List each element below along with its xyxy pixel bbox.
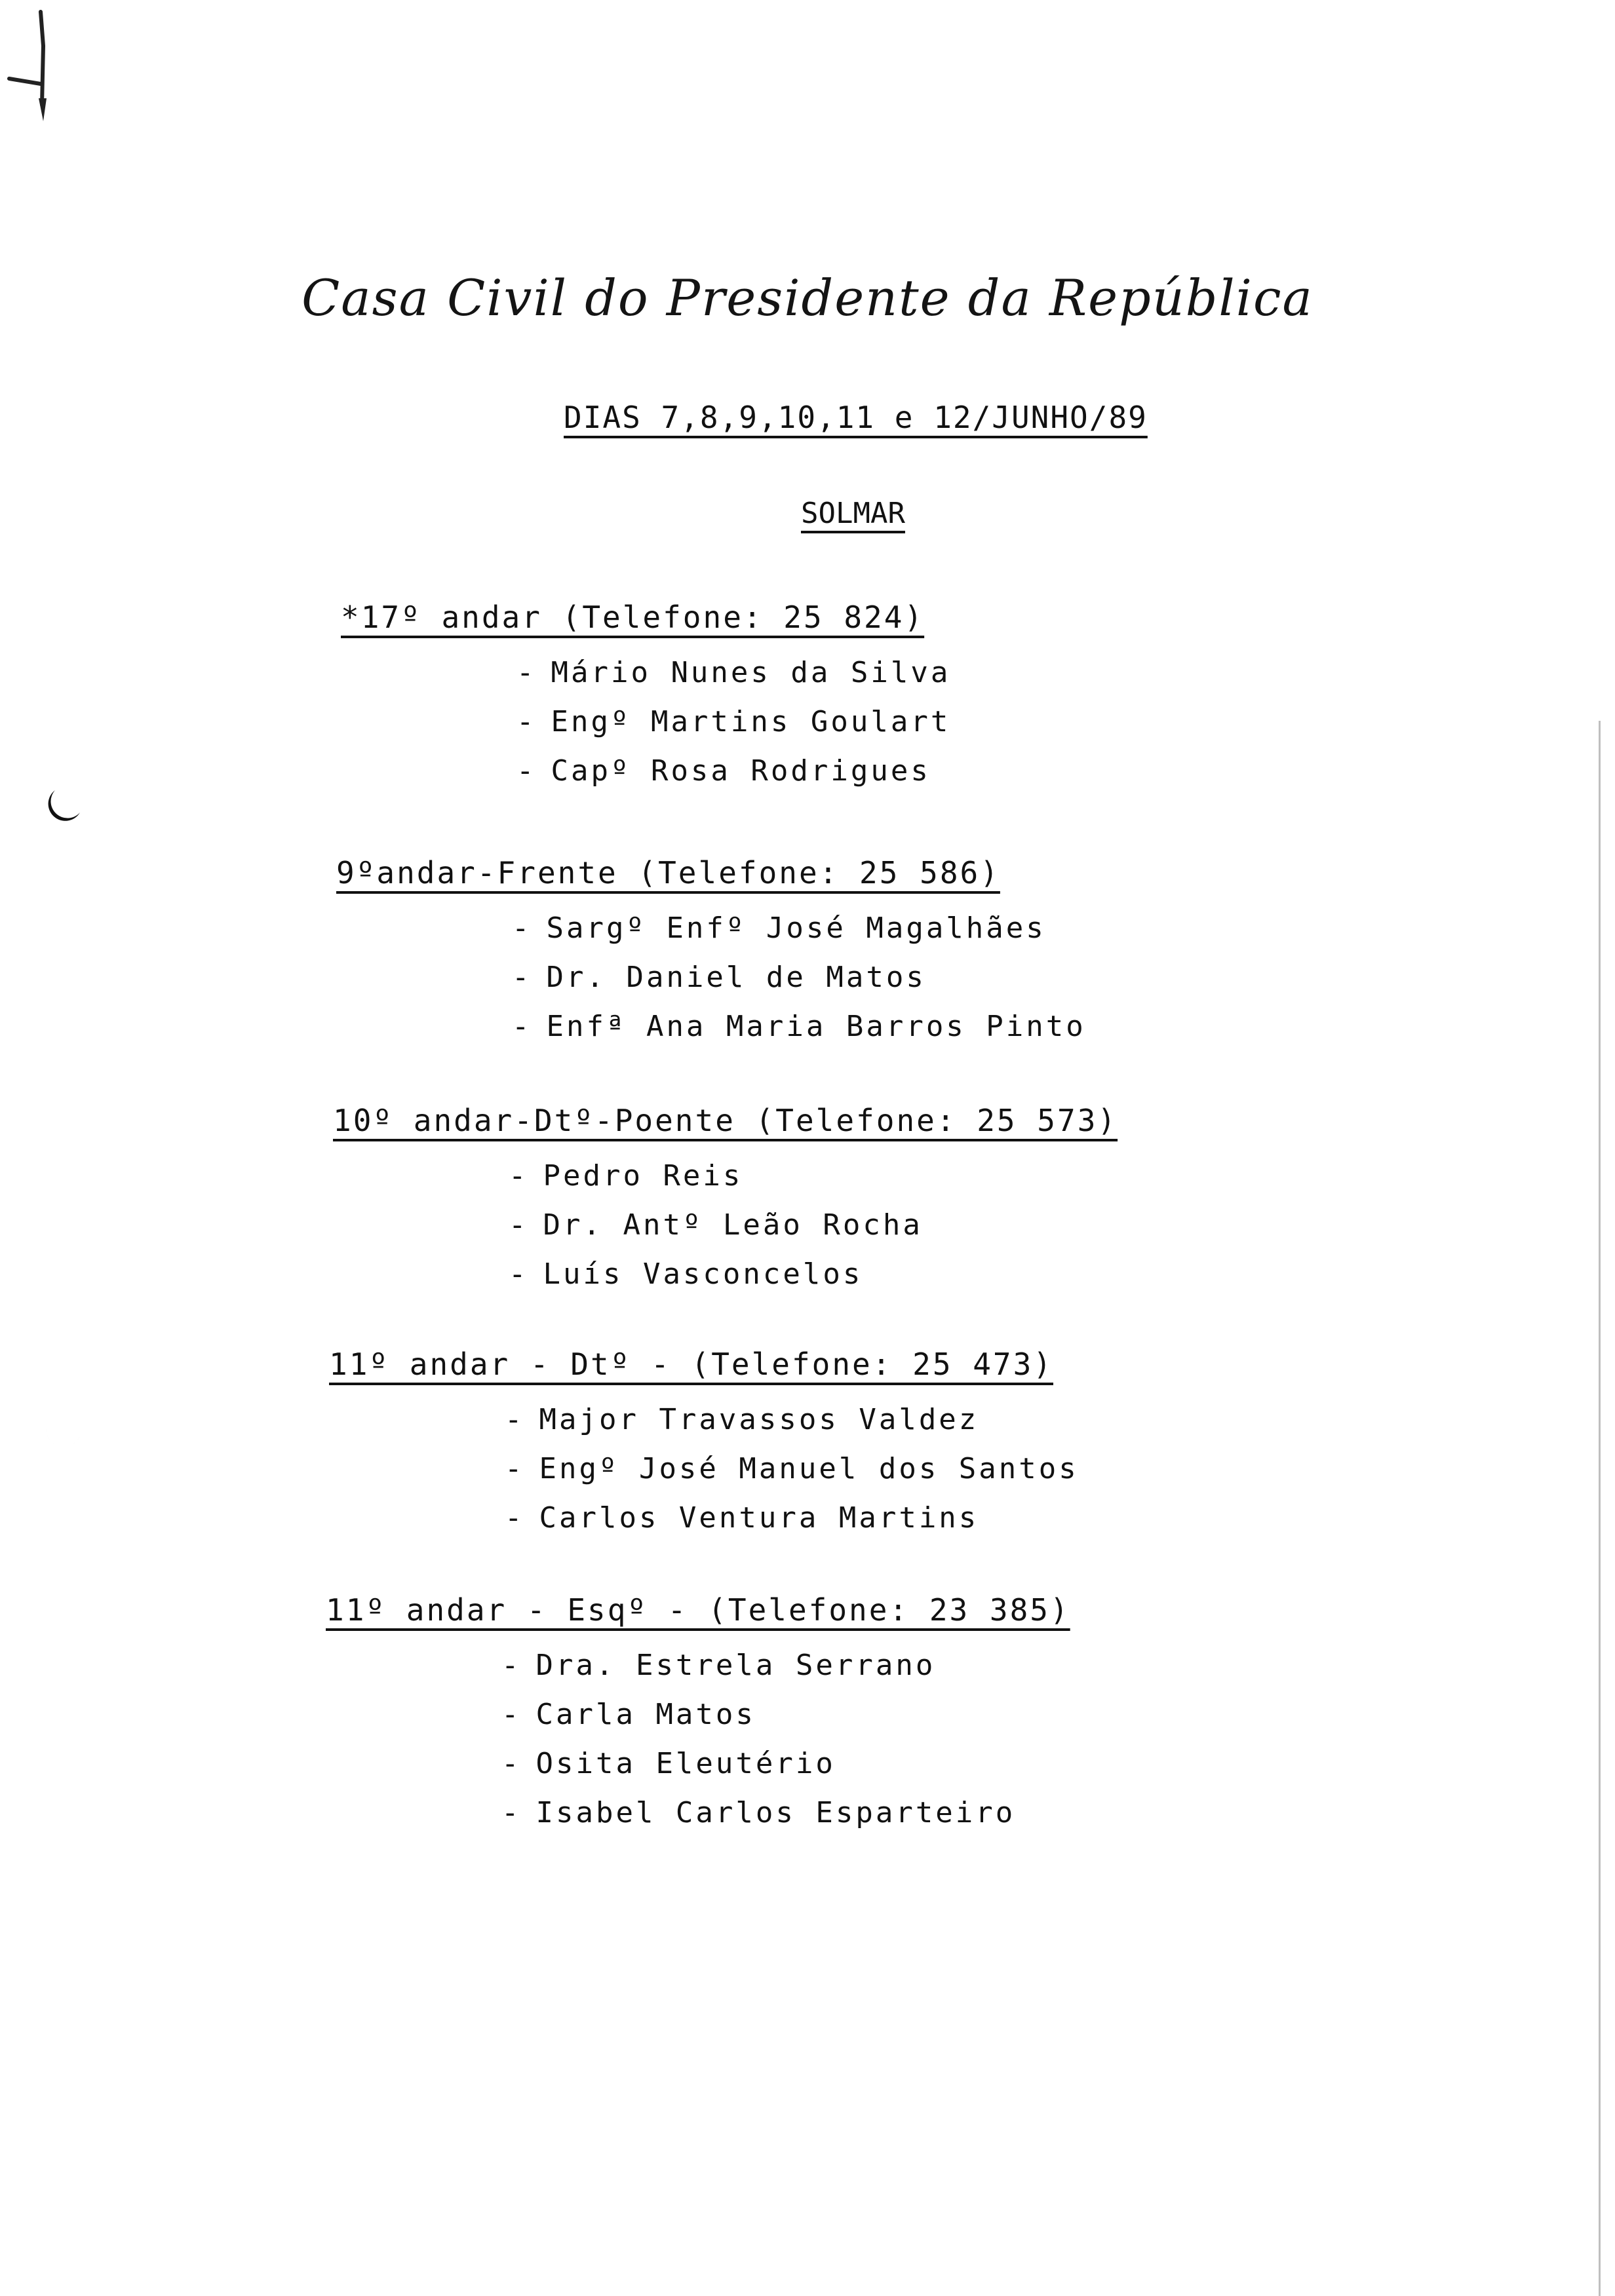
person-name: Osita Eleutério bbox=[535, 1747, 836, 1780]
floor-section bbox=[329, 1347, 1181, 1542]
place-heading: SOLMAR bbox=[801, 497, 905, 530]
page-edge-line bbox=[1599, 721, 1601, 2296]
person-name: Engº José Manuel dos Santos bbox=[539, 1452, 1079, 1485]
person-list-item bbox=[333, 1200, 1185, 1250]
bullet-dash: - bbox=[509, 1257, 529, 1291]
person-name: Major Travassos Valdez bbox=[539, 1403, 979, 1436]
bullet-dash: - bbox=[501, 1649, 522, 1682]
person-list-item bbox=[341, 648, 1193, 697]
person-name: Luís Vasconcelos bbox=[543, 1257, 863, 1291]
person-name: Carlos Ventura Martins bbox=[539, 1501, 979, 1535]
person-list-item bbox=[329, 1444, 1181, 1493]
bullet-dash: - bbox=[505, 1501, 525, 1535]
person-name: Enfª Ana Maria Barros Pinto bbox=[546, 1010, 1086, 1043]
person-name: Dr. Daniel de Matos bbox=[546, 961, 926, 994]
floor-heading: 11º andar - Esqº - (Telefone: 23 385) bbox=[326, 1592, 1070, 1628]
bullet-dash: - bbox=[512, 961, 532, 994]
bullet-dash: - bbox=[505, 1403, 525, 1436]
person-list-item bbox=[336, 904, 1188, 953]
floor-section bbox=[326, 1592, 1178, 1837]
bullet-dash: - bbox=[516, 656, 537, 689]
person-list-item bbox=[333, 1151, 1185, 1200]
person-list-item bbox=[329, 1493, 1181, 1542]
person-list-item bbox=[336, 953, 1188, 1002]
person-list-item bbox=[333, 1250, 1185, 1299]
person-name: Dra. Estrela Serrano bbox=[535, 1649, 936, 1682]
person-list-item bbox=[336, 1002, 1188, 1051]
dates-heading: DIAS 7,8,9,10,11 e 12/JUNHO/89 bbox=[564, 400, 1148, 435]
person-name: Carla Matos bbox=[535, 1698, 756, 1731]
floor-heading: 11º andar - Dtº - (Telefone: 25 473) bbox=[329, 1347, 1053, 1382]
person-name: Mário Nunes da Silva bbox=[551, 656, 951, 689]
bullet-dash: - bbox=[501, 1747, 522, 1780]
bullet-dash: - bbox=[509, 1208, 529, 1242]
bullet-dash: - bbox=[501, 1698, 522, 1731]
person-list-item bbox=[326, 1788, 1178, 1837]
person-name: Dr. Antº Leão Rocha bbox=[543, 1208, 923, 1242]
bullet-dash: - bbox=[512, 911, 532, 945]
person-name: Pedro Reis bbox=[543, 1159, 743, 1193]
staple-mark-icon bbox=[3, 7, 55, 131]
floor-heading: *17º andar (Telefone: 25 824) bbox=[341, 600, 925, 635]
floor-heading: 9ºandar-Frente (Telefone: 25 586) bbox=[336, 855, 1000, 890]
bullet-dash: - bbox=[516, 705, 537, 738]
person-name: Capº Rosa Rodrigues bbox=[551, 754, 931, 788]
floor-section bbox=[341, 600, 1193, 795]
bullet-dash: - bbox=[505, 1452, 525, 1485]
bullet-dash: - bbox=[501, 1796, 522, 1829]
floor-section bbox=[336, 855, 1188, 1051]
person-name: Sargº Enfº José Magalhães bbox=[546, 911, 1046, 945]
punch-hole-mark-icon bbox=[41, 786, 83, 828]
letterhead: Casa Civil do Presidente da República bbox=[302, 269, 1313, 327]
person-list-item bbox=[341, 697, 1193, 746]
person-list-item bbox=[329, 1395, 1181, 1444]
bullet-dash: - bbox=[509, 1159, 529, 1193]
person-list-item bbox=[326, 1690, 1178, 1739]
person-list-item bbox=[326, 1641, 1178, 1690]
bullet-dash: - bbox=[516, 754, 537, 788]
bullet-dash: - bbox=[512, 1010, 532, 1043]
person-list-item bbox=[341, 746, 1193, 795]
punch-hole-mark-icon bbox=[41, 1415, 83, 1457]
floor-section bbox=[333, 1103, 1185, 1299]
floor-heading: 10º andar-Dtº-Poente (Telefone: 25 573) bbox=[333, 1103, 1118, 1138]
person-name: Engº Martins Goulart bbox=[551, 705, 951, 738]
person-name: Isabel Carlos Esparteiro bbox=[535, 1796, 1016, 1829]
person-list-item bbox=[326, 1739, 1178, 1788]
